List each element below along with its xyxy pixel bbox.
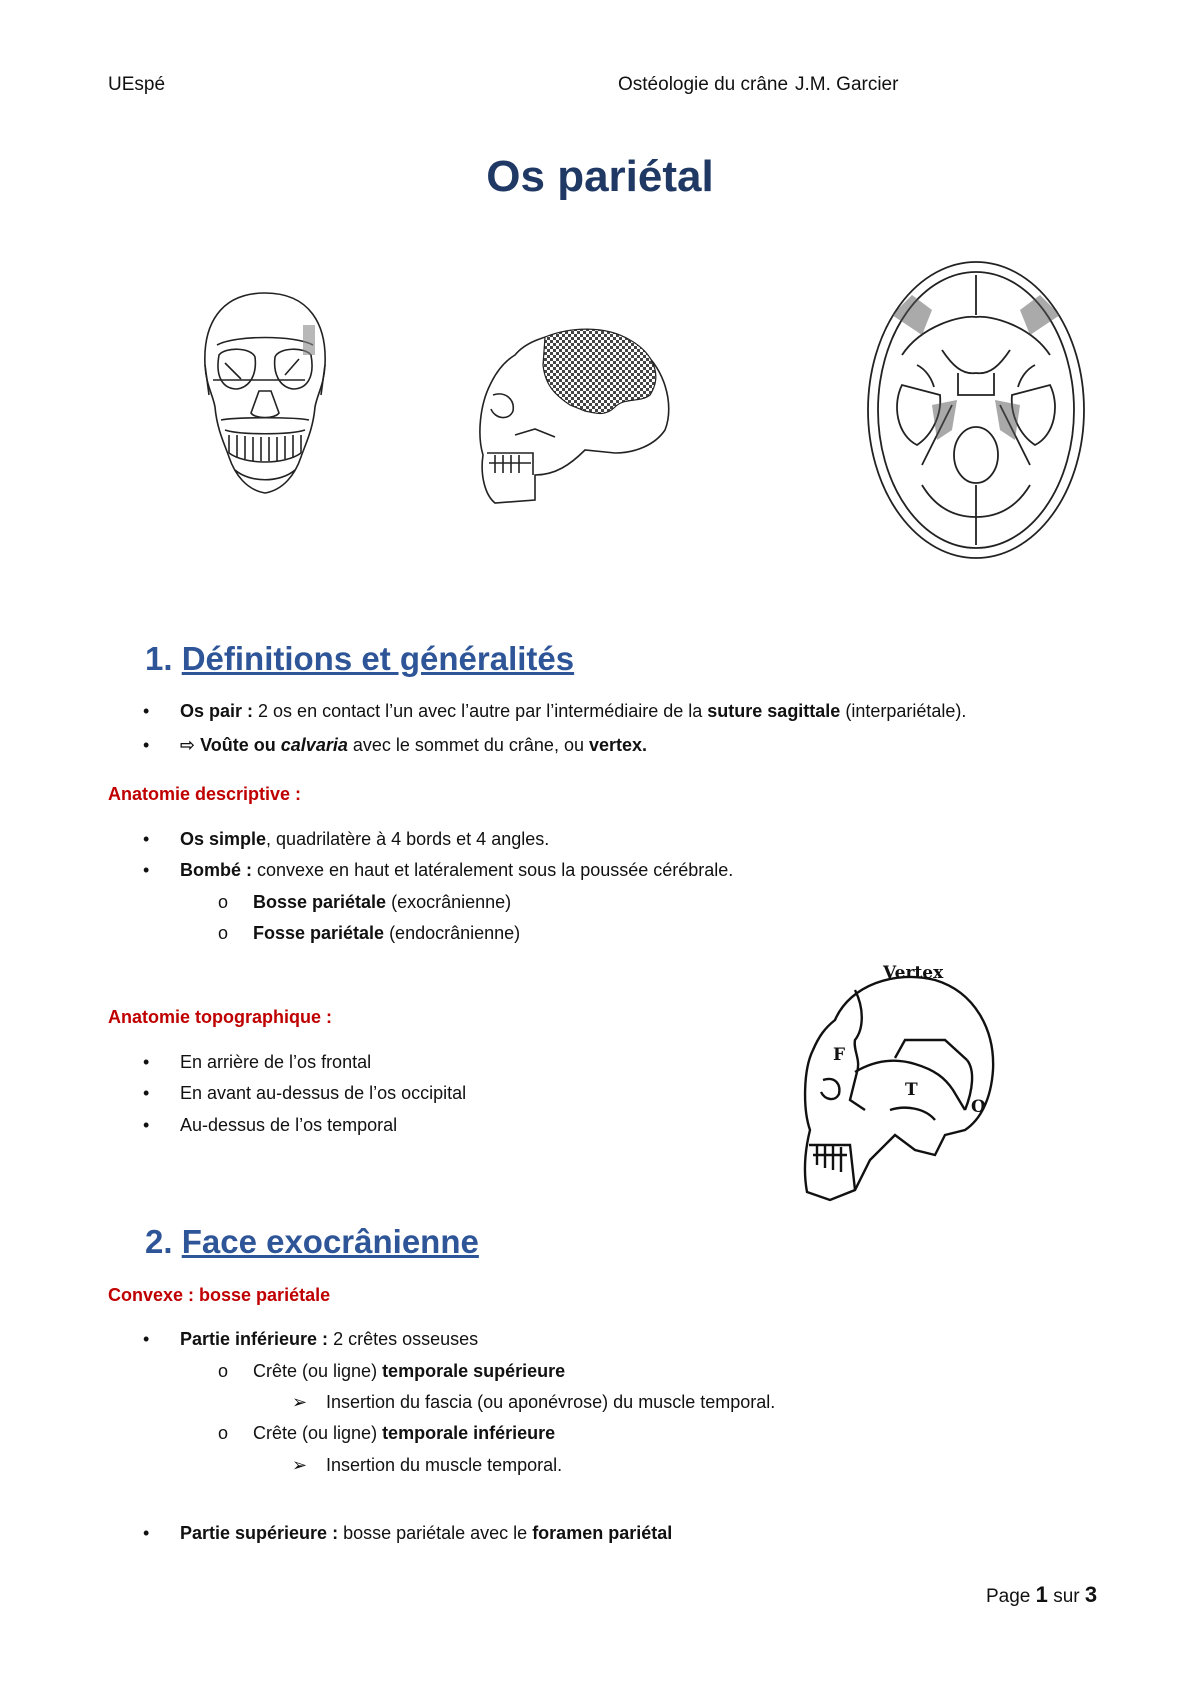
sub-bullet-icon: o [218, 923, 229, 943]
skull-base-figure [862, 255, 1090, 565]
sub-bullet-icon: o [218, 1423, 229, 1443]
page-word: Page [986, 1586, 1031, 1607]
arrowhead-bullet-icon: ➢ [292, 1392, 308, 1412]
bullet-icon: • [143, 829, 150, 849]
total-pages: 3 [1084, 1582, 1098, 1607]
section-2-number: 2. [145, 1223, 173, 1260]
list-item-bold: Partie inférieure : [180, 1329, 329, 1349]
list-item-bold: temporale inférieure [382, 1423, 556, 1443]
convex-heading: Convexe : bosse pariétale [108, 1285, 331, 1305]
current-page: 1 [1035, 1582, 1048, 1607]
sub-bullet-icon: o [218, 892, 229, 912]
list-item-text: (interpariétale). [840, 701, 967, 721]
section-1-heading [145, 640, 574, 678]
bullet-icon: • [143, 735, 150, 755]
list-item-bold: Partie supérieure : [180, 1523, 339, 1543]
list-item [253, 1423, 555, 1444]
list-item-text: Crête (ou ligne) [253, 1361, 383, 1381]
list-item-text: (exocrânienne) [386, 892, 512, 912]
list-item-bold: foramen pariétal [532, 1523, 673, 1543]
label-t: T [905, 1080, 918, 1100]
bullet-icon: • [143, 1052, 150, 1072]
list-item: En arrière de l’os frontal [180, 1052, 372, 1072]
arrow-icon: ⇨ [180, 735, 196, 755]
list-item-bold: Os pair : [180, 701, 254, 721]
list-item [180, 829, 549, 850]
list-item-text: avec le sommet du crâne, ou [347, 735, 589, 755]
list-item [180, 1329, 478, 1350]
label-f: F [833, 1045, 846, 1065]
list-item-bold: Fosse pariétale [253, 923, 385, 943]
list-item-italic: calvaria [280, 735, 348, 755]
list-item: En avant au-dessus de l’os occipital [180, 1083, 467, 1103]
list-item [253, 892, 511, 913]
skull-lateral-parietal-figure [475, 325, 675, 515]
list-item-text: Crête (ou ligne) [253, 1423, 383, 1443]
topographic-anatomy-heading: Anatomie topographique : [108, 1007, 332, 1027]
section-1-number: 1. [145, 640, 173, 677]
list-item [180, 1523, 672, 1544]
list-item-bold: temporale supérieure [382, 1361, 566, 1381]
arrowhead-bullet-icon: ➢ [292, 1455, 308, 1475]
list-item [180, 735, 647, 756]
list-item [253, 1361, 565, 1382]
header-center: Ostéologie du crâne [618, 74, 789, 95]
of-word: sur [1053, 1586, 1080, 1607]
list-item: Insertion du fascia (ou aponévrose) du muscle temporal. [326, 1392, 776, 1412]
label-o: O [971, 1097, 986, 1117]
list-item: Au-dessus de l’os temporal [180, 1115, 398, 1135]
section-2-heading [145, 1223, 479, 1261]
section-1-title: Définitions et généralités [181, 640, 575, 677]
list-item-text: 2 os en contact l’un avec l’autre par l’intermédiaire de la [253, 701, 708, 721]
list-item [180, 860, 733, 881]
page-number [986, 1582, 1097, 1608]
bullet-icon: • [143, 1083, 150, 1103]
bullet-icon: • [143, 701, 150, 721]
section-2-title: Face exocrânienne [181, 1223, 479, 1260]
page-title: Os pariétal [486, 152, 714, 201]
sub-bullet-icon: o [218, 1361, 229, 1381]
bullet-icon: • [143, 1115, 150, 1135]
skull-front-figure [195, 285, 335, 500]
list-item: Insertion du muscle temporal. [326, 1455, 563, 1475]
list-item-bold: Bosse pariétale [253, 892, 387, 912]
list-item-text: bosse pariétale avec le [338, 1523, 533, 1543]
list-item-text: convexe en haut et latéralement sous la poussée cérébrale. [252, 860, 734, 880]
bullet-icon: • [143, 860, 150, 880]
list-item-bold: Bombé : [180, 860, 252, 880]
header-left: UEspé [108, 74, 166, 95]
descriptive-anatomy-heading: Anatomie descriptive : [108, 784, 302, 804]
list-item-bold: Os simple [180, 829, 267, 849]
list-item [253, 923, 520, 944]
header-right: J.M. Garcier [795, 74, 899, 95]
list-item-bold: vertex. [588, 735, 648, 755]
bullet-icon: • [143, 1329, 150, 1349]
list-item-bold: Voûte ou [200, 735, 281, 755]
list-item [180, 701, 966, 722]
skull-lateral-labeled-figure [795, 960, 1005, 1220]
list-item-text: , quadrilatère à 4 bords et 4 angles. [266, 829, 550, 849]
list-item-text: 2 crêtes osseuses [328, 1329, 479, 1349]
bullet-icon: • [143, 1523, 150, 1543]
list-item-text: (endocrânienne) [384, 923, 521, 943]
list-item-bold: suture sagittale [707, 701, 841, 721]
label-vertex: Vertex [883, 963, 944, 983]
